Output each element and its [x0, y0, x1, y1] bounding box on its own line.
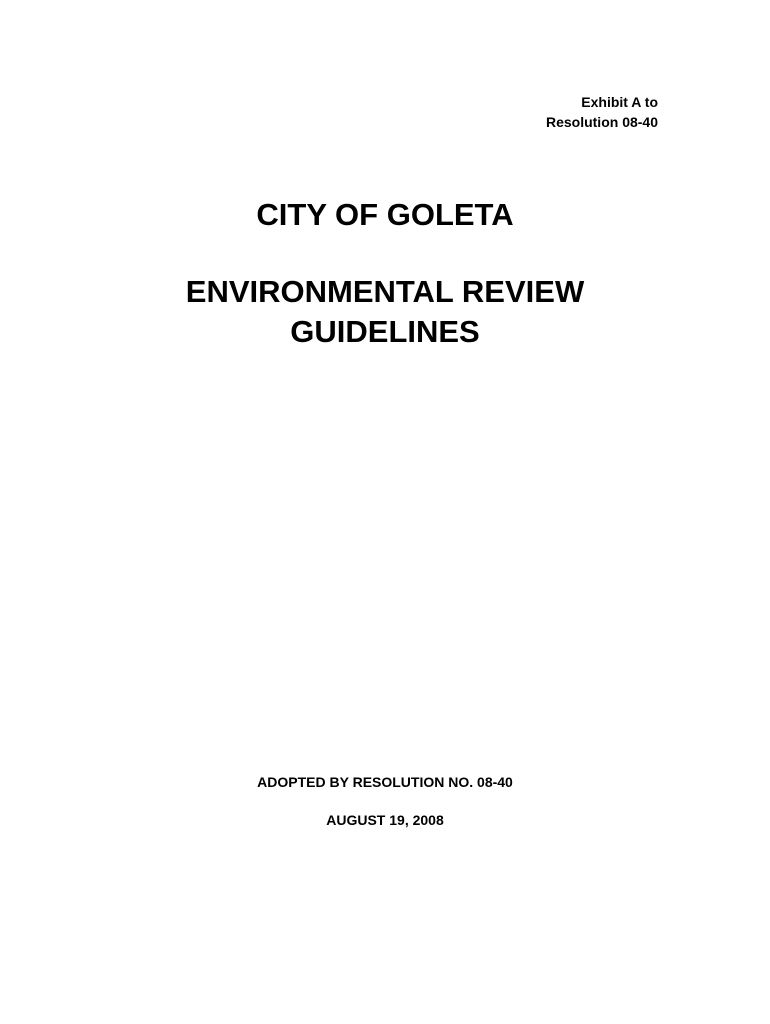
adoption-statement: ADOPTED BY RESOLUTION NO. 08-40: [257, 774, 513, 790]
city-title: [0, 195, 770, 235]
city-title-text: CITY OF GOLETA: [256, 197, 514, 232]
exhibit-reference: [546, 92, 658, 132]
adoption-date: AUGUST 19, 2008: [326, 812, 444, 828]
exhibit-line-2: Resolution 08-40: [545, 114, 658, 130]
exhibit-line-1: Exhibit A to: [581, 94, 658, 110]
document-title-line-1: ENVIRONMENTAL REVIEW: [185, 274, 585, 309]
document-title: [0, 272, 770, 352]
document-title-line-2: GUIDELINES: [290, 314, 480, 349]
